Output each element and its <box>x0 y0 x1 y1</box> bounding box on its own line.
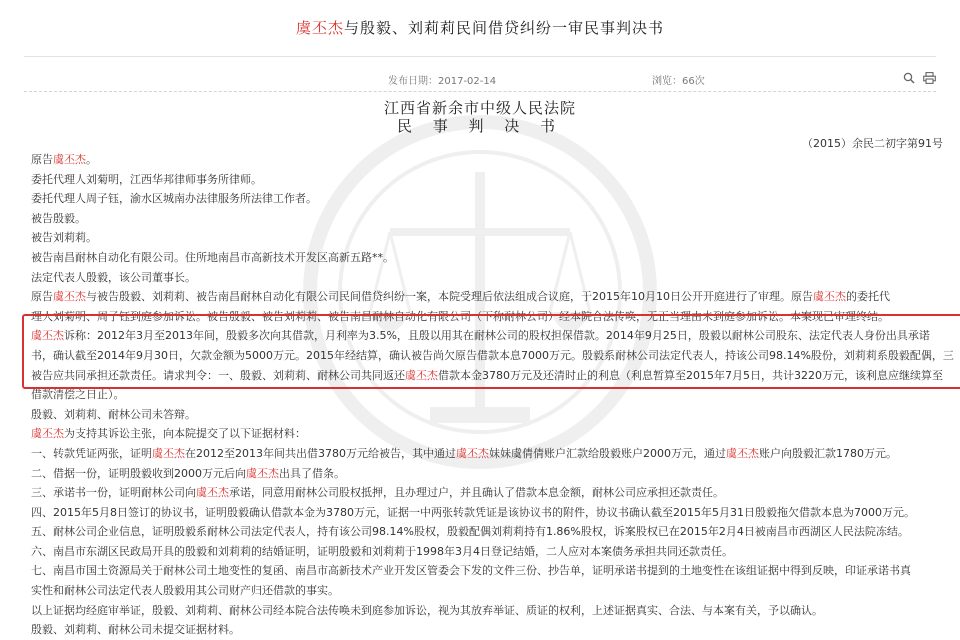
plaintiff-name: 虞丕杰 <box>725 446 759 460</box>
plaintiff-name: 虞丕杰 <box>31 427 64 441</box>
paragraph-line <box>31 444 943 464</box>
print-icon[interactable] <box>922 71 936 85</box>
document-type: 民 事 判 决 书 <box>396 117 564 135</box>
plaintiff-name: 虞丕杰 <box>152 446 185 460</box>
text-segment: 与被告殷毅、刘莉莉、被告南昌耐林自动化有限公司民间借贷纠纷一案，本院受理后依法组成合议庭，于2015年10月10日公开开庭进行了审理。原告 <box>86 290 813 304</box>
title-plaintiff-name: 虞丕杰 <box>295 19 344 37</box>
paragraph-line <box>31 150 943 170</box>
paragraph-line <box>31 522 943 542</box>
paragraph-line <box>31 483 943 503</box>
judgment-body <box>31 150 954 640</box>
text-segment: 妹妹虞倩倩账户汇款给殷毅账户2000万元，通过 <box>488 446 726 460</box>
text-segment: 原告 <box>31 153 53 166</box>
text-segment: 被告应共同承担还款责任。请求判令：一、殷毅、刘莉莉、耐林公司共同返还 <box>31 368 405 382</box>
text-segment: 二、借据一份，证明殷毅收到2000万元后向 <box>31 466 246 480</box>
plaintiff-name: 虞丕杰 <box>31 329 64 343</box>
paragraph-line <box>31 228 943 248</box>
text-segment: 殷毅、刘莉莉、耐林公司未提交证据材料。 <box>31 623 240 637</box>
text-segment: 以上证据均经庭审举证，殷毅、刘莉莉、耐林公司经本院合法传唤未到庭参加诉讼，视为其放弃举证、质证的权利，上述证据真实、合法、与本案有关，予以确认。 <box>31 603 823 617</box>
text-segment: 借款清偿之日止）。 <box>31 388 125 402</box>
text-segment: 借款本金3780万元及还清时止的利息（利息暂算至2015年7月5日，共计3220万元，该利息应继续算至 <box>438 368 943 382</box>
text-segment: 委托代理人刘菊明，江西华邦律师事务所律师。 <box>31 172 262 186</box>
text-segment: 账户向殷毅汇款1780万元。 <box>758 446 897 460</box>
paragraph-line <box>31 248 943 268</box>
text-segment: 为支持其诉讼主张，向本院提交了以下证据材料： <box>64 427 306 441</box>
header-divider <box>24 56 936 57</box>
title-rest: 与殷毅、刘莉莉民间借贷纠纷一审民事判决书 <box>344 19 665 37</box>
paragraph-line <box>31 268 943 288</box>
plaintiff-name: 虞丕杰 <box>405 368 438 382</box>
text-segment: 四、2015年5月8日签订的协议书，证明殷毅确认借款本金为3780万元，证据一中两张转款凭证是该协议书的附件，协议书确认截至2015年5月31日殷毅拖欠借款本息为7000万元。 <box>31 505 915 519</box>
page-title <box>0 17 960 38</box>
text-segment: 被告刘莉莉。 <box>31 231 97 245</box>
paragraph-line <box>31 405 943 425</box>
toolbar <box>902 71 936 85</box>
publish-date: 发布日期：2017-02-14 <box>388 76 497 87</box>
text-segment: 被告南昌耐林自动化有限公司。住所地南昌市高新技术开发区高新五路**。 <box>31 250 394 264</box>
paragraph-line <box>31 620 943 640</box>
highlight-box <box>22 314 960 389</box>
text-segment: 诉称：2012年3月至2013年间，殷毅多次向其借款，月利率为3.5%，且殷以用其在耐林公司的股权担保借款。2014年9月25日，殷毅以耐林公司股东、法定代表人身份出具承诺 <box>64 329 930 343</box>
paragraph-line <box>31 561 943 581</box>
text-segment: 一、转款凭证两张，证明 <box>31 446 152 460</box>
plaintiff-name: 虞丕杰 <box>246 466 279 480</box>
text-segment: 原告 <box>31 290 53 304</box>
plaintiff-name: 虞丕杰 <box>53 290 86 304</box>
text-segment: 实性和耐林公司法定代表人殷毅用其公司财产归还借款的事实。 <box>31 584 339 598</box>
text-segment: 理人刘菊明、周子钰到庭参加诉讼。被告殷毅、被告刘莉莉、被告南昌耐林自动化有限公司（下称耐林公司）经本院合法传唤，无正当理由未到庭参加诉讼。本案现已审理终结。 <box>31 309 889 323</box>
plaintiff-name: 虞丕杰 <box>196 486 229 500</box>
text-segment: 出具了借条。 <box>279 466 345 480</box>
text-segment: 承诺，同意用耐林公司股权抵押，且办理过户，并且确认了借款本息金额，耐林公司应承担还款责任。 <box>229 486 724 500</box>
court-name: 江西省新余市中级人民法院 <box>383 99 576 117</box>
text-segment: 在2012至2013年间共出借3780万元给被告，其中通过 <box>185 446 456 460</box>
plaintiff-name: 虞丕杰 <box>455 446 489 460</box>
view-count: 浏览：66次 <box>652 76 705 87</box>
paragraph-line <box>31 464 943 484</box>
text-segment: 法定代表人殷毅，该公司董事长。 <box>31 270 196 284</box>
text-segment: 殷毅、刘莉莉、耐林公司未答辩。 <box>31 407 196 421</box>
paragraph-line <box>31 209 943 229</box>
text-segment: 六、南昌市东湖区民政局开具的殷毅和刘莉莉的结婚证明，证明殷毅和刘莉莉于1998年3月4日登记结婚，二人应对本案债务承担共同还款责任。 <box>31 544 733 558</box>
paragraph-line <box>31 170 943 190</box>
text-segment: 的委托代 <box>845 290 890 304</box>
text-segment: 三、承诺书一份，证明耐林公司向 <box>31 486 196 500</box>
plaintiff-name: 虞丕杰 <box>812 290 846 304</box>
text-segment: 书，确认截至2014年9月30日，欠款金额为5000万元。2015年经结算，确认被告尚欠原告借款本息7000万元。殷毅系耐林公司法定代表人，持该公司98.14%股份，刘莉莉系殷毅配偶，三 <box>31 348 954 362</box>
text-segment: 七、南昌市国土资源局关于耐林公司土地变性的复函、南昌市高新技术产业开发区管委会下发的文件三份、抄告单，证明承诺书提到的土地变性在该组证据中得到反映，印证承诺书真 <box>31 564 911 578</box>
text-segment: 被告殷毅。 <box>31 211 86 225</box>
meta-divider <box>24 91 936 92</box>
paragraph-line <box>31 424 943 444</box>
paragraph-line <box>31 542 943 562</box>
paragraph-line <box>31 189 943 209</box>
paragraph-line <box>31 287 943 307</box>
zoom-icon[interactable] <box>902 71 916 85</box>
text-segment: 五、耐林公司企业信息，证明殷毅系耐林公司法定代表人，持有该公司98.14%股权，殷毅配偶刘莉莉持有1.86%股权，诉案股权已在2015年2月4日被南昌市西湖区人民法院冻结。 <box>31 525 909 539</box>
paragraph-line <box>31 503 943 523</box>
text-segment: 。 <box>86 153 97 166</box>
paragraph-line <box>31 601 943 621</box>
paragraph-line <box>31 581 943 601</box>
text-segment: 委托代理人周子钰，渝水区城南办法律服务所法律工作者。 <box>31 192 317 206</box>
plaintiff-name: 虞丕杰 <box>53 153 86 166</box>
case-number: （2015）余民二初字第91号 <box>802 137 943 150</box>
